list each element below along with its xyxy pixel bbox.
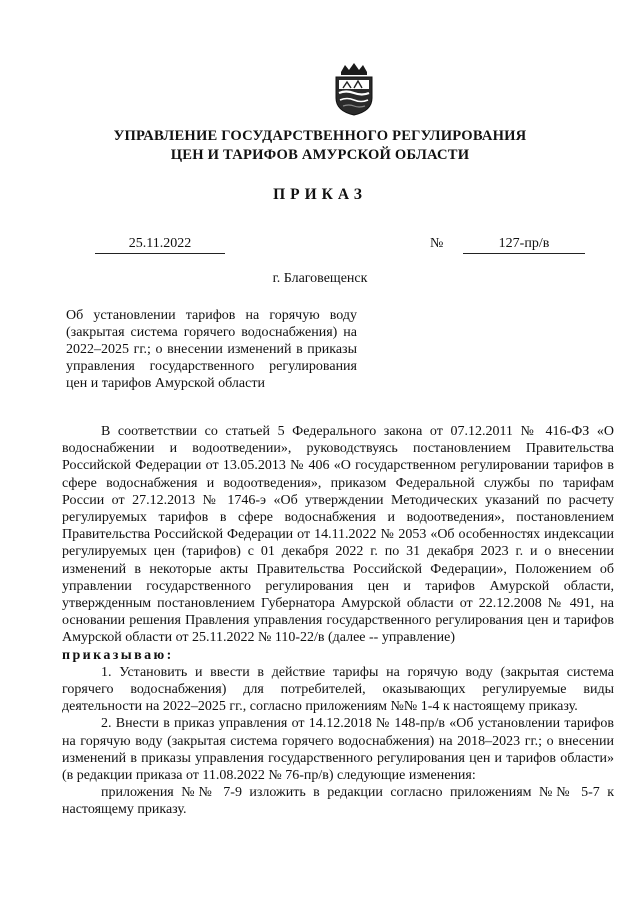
order-subject: Об установлении тарифов на горячую воду (закрытая система горячего водоснабжения) на 2022–2025 гг.; о внесении изменений в приказы управления государственного регулирования цен и тарифов Амурской области [66, 308, 357, 391]
number-sign: № [430, 236, 444, 251]
coat-of-arms-icon [332, 62, 376, 116]
organization-name-line-1: УПРАВЛЕНИЕ ГОСУДАРСТВЕННОГО РЕГУЛИРОВАНИЯ [113, 128, 527, 144]
order-item-1: 1. Установить и ввести в действие тарифы на горячую воду (закрытая система горячего водоснабжения) для потребителей, оказывающих регулируемые виды деятельности на 2022–2025 гг., согласно приложениям №№ 1-4 к настоящему приказу. [62, 664, 614, 715]
order-date: 25.11.2022 [95, 236, 225, 254]
order-body [62, 423, 614, 819]
order-item-2: 2. Внести в приказ управления от 14.12.2018 № 148-пр/в «Об установлении тарифов на горячую воду (закрытая система горячего водоснабжения) на 2018–2023 гг.; о внесении изменений в приказы управления государственного регулирования цен и тарифов области» (в редакции приказа от 11.08.2022 № 76-пр/в) следующие изменения: [62, 716, 614, 784]
organization-name-line-2: ЦЕН И ТАРИФОВ АМУРСКОЙ ОБЛАСТИ [170, 147, 470, 163]
order-word: приказываю: [62, 647, 174, 663]
document-title: ПРИКАЗ [273, 186, 367, 203]
preamble-paragraph: В соответствии со статьей 5 Федерального закона от 07.12.2011 № 416-ФЗ «О водоснабжении и водоотведении», руководствуясь постановлением Правительства Российской Федерации от 13.05.2013 № 406 «О государственном регулировании тарифов в сфере водоснабжения и водоотведения», приказом Федеральной службы по тарифам России от 27.12.2013 № 1746-э «Об утверждении Методических указаний по расчету регулируемых тарифов в сфере водоснабжения и водоотведения», постановлением Правительства Российской Федерации от 14.11.2022 № 2053 «Об особенностях индексации регулируемых цен (тарифов) с 01 декабря 2022 г. по 31 декабря 2023 г. и о внесении изменений в некоторые акты Правительства Российской Федерации», Положением об управлении государственного регулирования цен и тарифов Амурской области, утвержденным постановлением Губернатора Амурской области от 22.12.2008 № 491, на основании решения Правления управления государственного регулирования цен и тарифов Амурской области от 25.11.2022 № 110-22/в (далее -- управление) [62, 424, 614, 646]
city: г. Благовещенск [272, 271, 368, 286]
order-item-2-change: приложения №№ 7-9 изложить в редакции согласно приложениям №№ 5-7 к настоящему приказу. [62, 785, 614, 818]
order-number: 127-пр/в [463, 236, 585, 254]
